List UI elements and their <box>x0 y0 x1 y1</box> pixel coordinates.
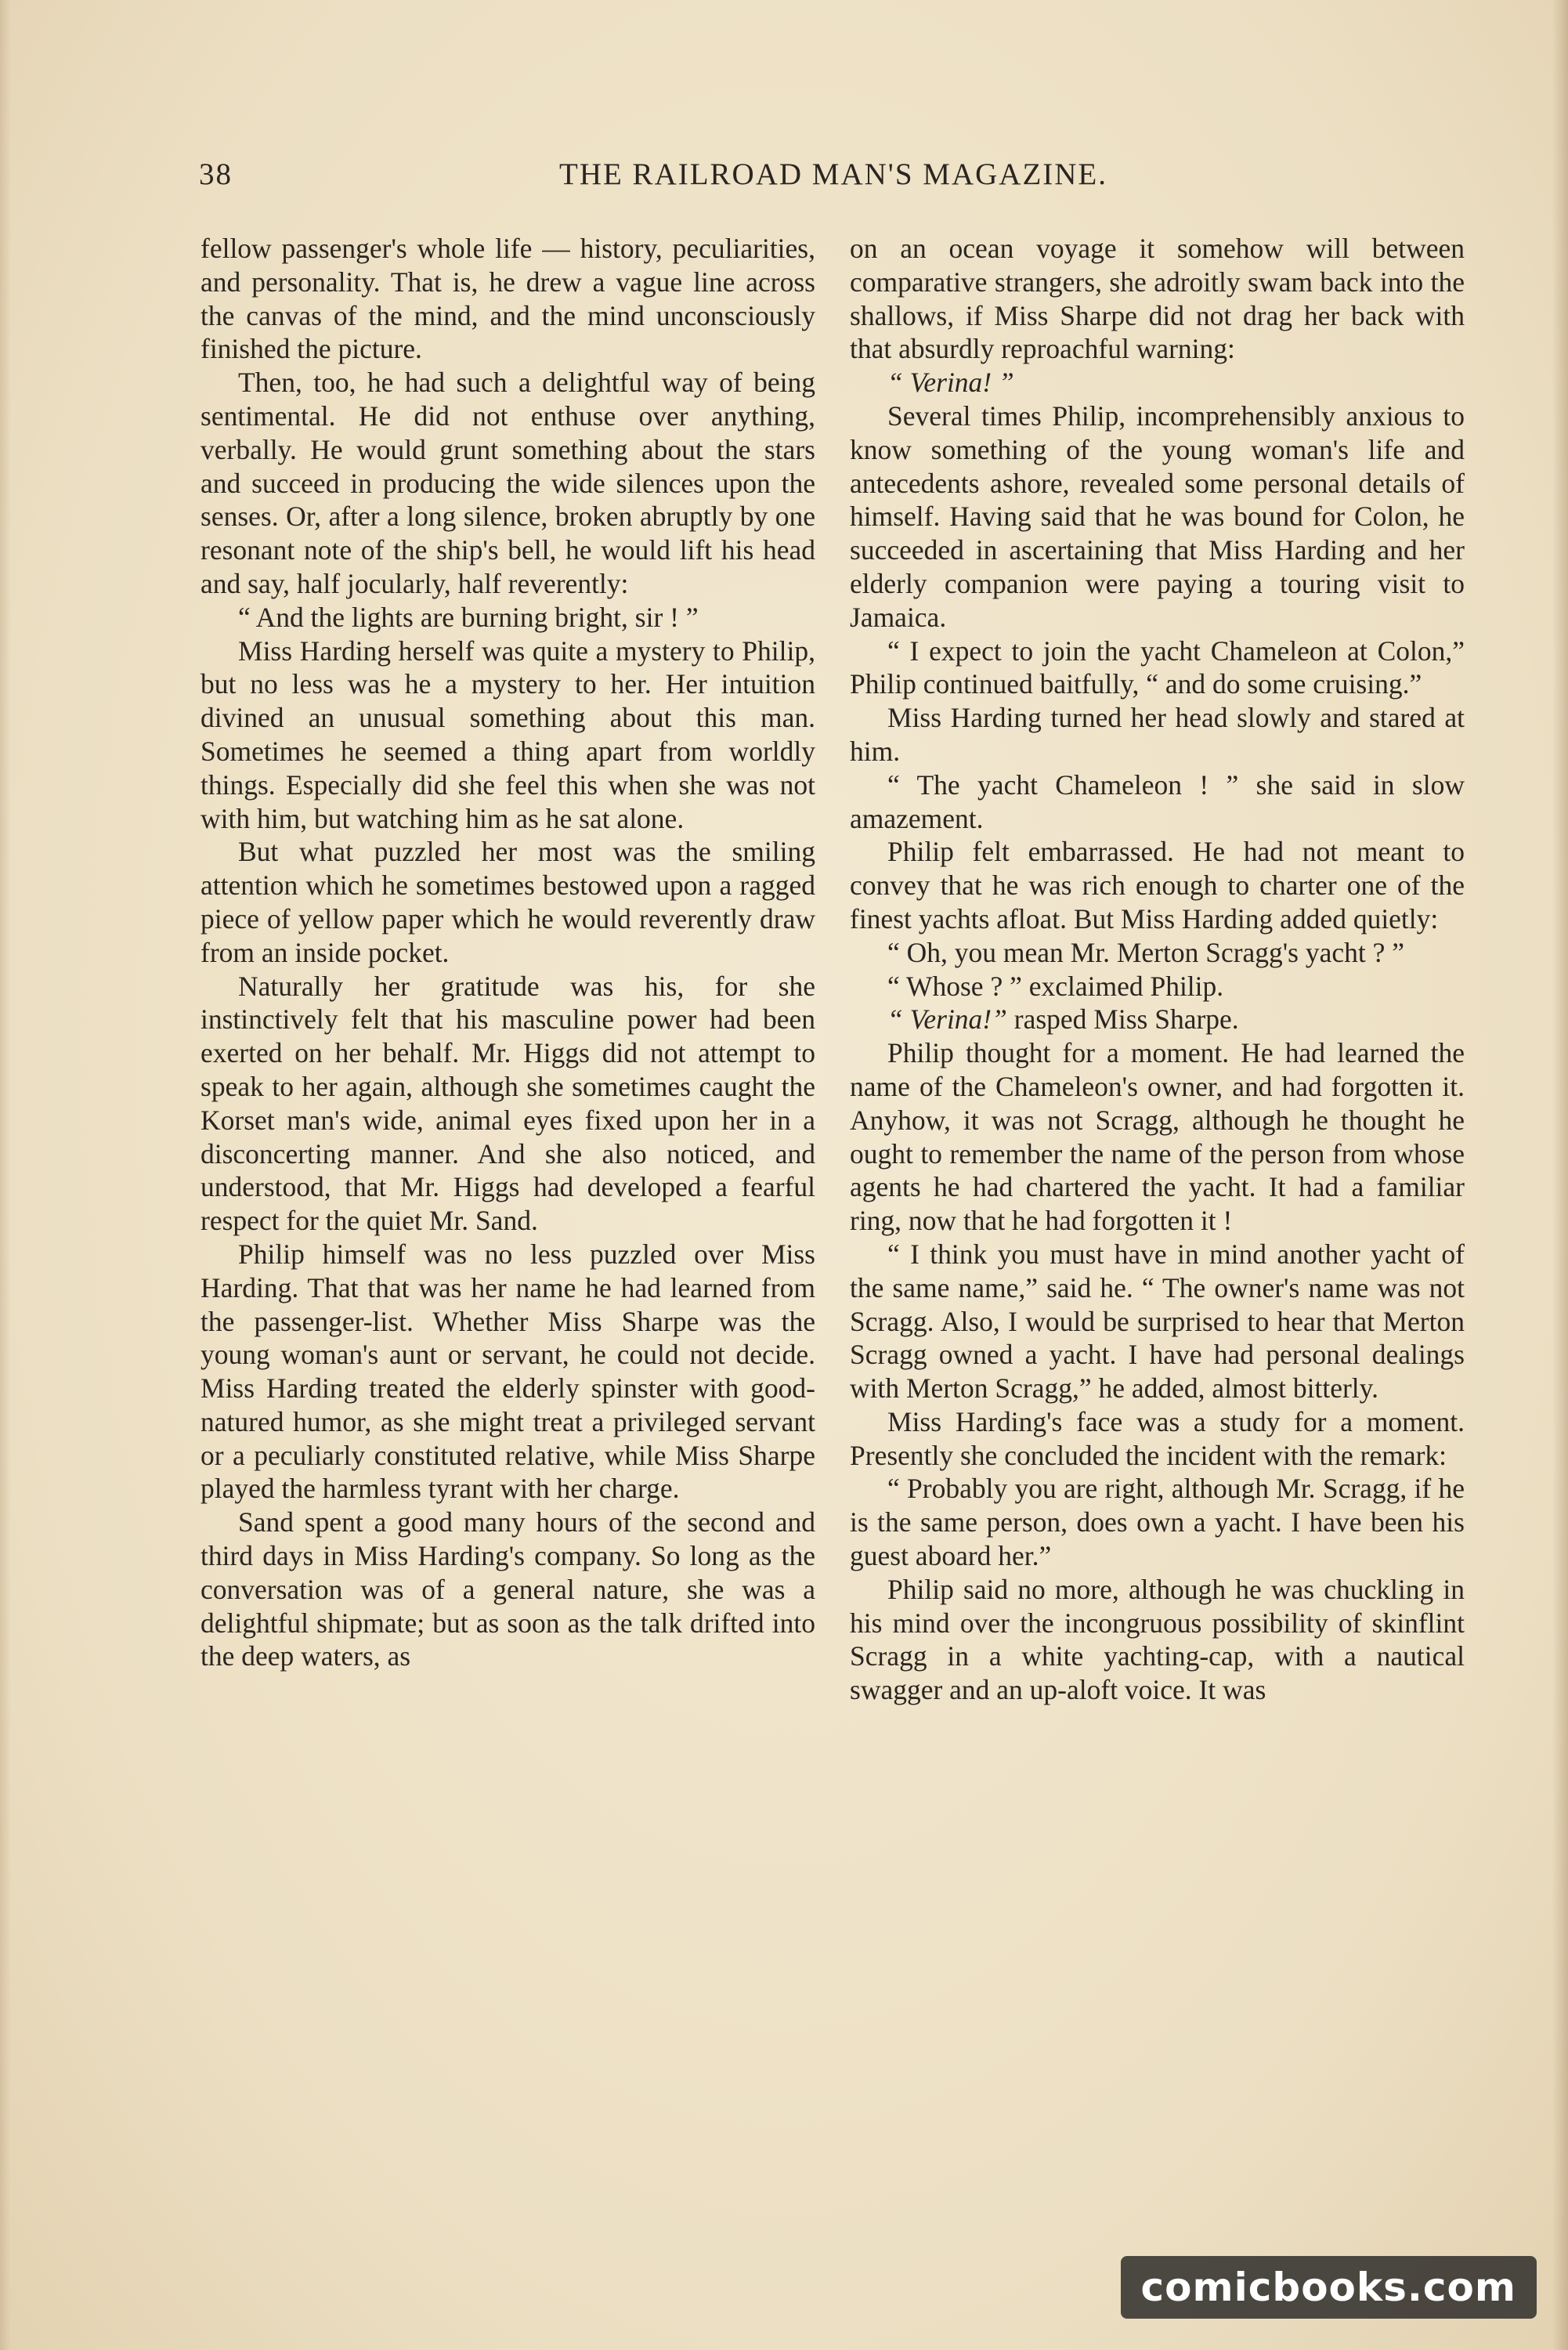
italic-text: “ Verina! ” <box>887 367 1014 399</box>
paragraph: “ Probably you are right, although Mr. Scragg, if he is the same person, does own a yacht. I have been his guest aboard her.” <box>850 1473 1465 1572</box>
page-edge-shadow-left <box>0 0 11 2350</box>
left-text-column <box>201 232 815 1673</box>
paragraph: Naturally her gratitude was his, for she instinctively felt that his masculine power had been exerted on her behalf. Mr. Higgs did not attempt to speak to her again, although she sometimes caught the Korset man's wide, animal eyes fixed upon her in a disconcerting manner. And she also noticed, and understood, that Mr. Higgs had developed a fearful respect for the quiet Mr. Sand. <box>201 970 815 1237</box>
paragraph: “ I expect to join the yacht Chameleon at Colon,” Philip continued baitfully, “ and do some cruising.” <box>850 634 1465 700</box>
paragraph: Several times Philip, incomprehensibly anxious to know something of the young woman's life and antecedents ashore, revealed some personal details of himself. Having said that he was bound for Colon, he succeeded in ascertaining that Miss Harding and her elderly companion were paying a touring visit to Jamaica. <box>850 400 1465 633</box>
watermark-logo: comicbooks.com <box>1121 2256 1537 2319</box>
paragraph: Then, too, he had such a delightful way of being sentimental. He did not enthuse over anything, verbally. He would grunt something about the stars and succeed in producing the wide silences upon the senses. Or, after a long silence, broken abruptly by one resonant note of the ship's bell, he would lift his head and say, half jocularly, half reverently: <box>201 367 815 599</box>
paragraph <box>850 366 1465 400</box>
paragraph: But what puzzled her most was the smiling attention which he sometimes bestowed upon a ragged piece of yellow paper which he would reverently draw from an inside pocket. <box>201 836 815 968</box>
paragraph: Miss Harding's face was a study for a moment. Presently she concluded the incident with the remark: <box>850 1405 1465 1471</box>
page-number: 38 <box>199 157 233 191</box>
paragraph: on an ocean voyage it somehow will between comparative strangers, she adroitly swam back into the shallows, if Miss Sharpe did not drag her back with that absurdly reproachful warning: <box>850 233 1465 365</box>
paragraph: “ I think you must have in mind another yacht of the same name,” said he. “ The owner's name was not Scragg. Also, I would be surprised to hear that Merton Scragg owned a yacht. I have had personal dealings with Merton Scragg,” he added, almost bitterly. <box>850 1238 1465 1405</box>
paragraph-text: rasped Miss Sharpe. <box>1006 1003 1239 1036</box>
paragraph: Philip said no more, although he was chuckling in his mind over the incongruous possibility of skinflint Scragg in a white yachting-cap, with a nautical swagger and an up-aloft voice. It was <box>850 1573 1465 1706</box>
paragraph: Sand spent a good many hours of the second and third days in Miss Harding's company. So long as the conversation was of a general nature, she was a delightful shipmate; but as soon as the talk drifted into the deep waters, as <box>201 1506 815 1672</box>
paragraph: Philip felt embarrassed. He had not meant to convey that he was rich enough to charter one of the finest yachts afloat. But Miss Harding added quietly: <box>850 836 1465 935</box>
italic-text: “ Verina!” <box>887 1003 1007 1036</box>
running-head <box>199 157 1468 204</box>
paragraph: “ The yacht Chameleon ! ” she said in slow amazement. <box>850 768 1465 834</box>
magazine-title: THE RAILROAD MAN'S MAGAZINE. <box>559 157 1107 191</box>
page-edge-shadow-right <box>1552 0 1568 2350</box>
paragraph: “ Oh, you mean Mr. Merton Scragg's yacht ? ” <box>887 936 1405 968</box>
paragraph: Philip himself was no less puzzled over Miss Harding. That that was her name he had learned from the passenger-list. Whether Miss Sharpe was the young woman's aunt or servant, he could not decide. Miss Harding treated the elderly spinster with good-natured humor, as she might treat a privileged servant or a peculiarly constituted relative, while Miss Sharpe played the harmless tyrant with her charge. <box>201 1238 815 1505</box>
paragraph: fellow passenger's whole life — history, peculiarities, and personality. That is, he drew a vague line across the canvas of the mind, and the mind unconsciously finished the picture. <box>201 233 815 365</box>
paragraph: “ Whose ? ” exclaimed Philip. <box>887 970 1224 1002</box>
paragraph: “ And the lights are burning bright, sir ! ” <box>238 601 699 633</box>
paragraph: Philip thought for a moment. He had learned the name of the Chameleon's owner, and had forgotten it. Anyhow, it was not Scragg, although he thought he ought to remember the name of the person from whose agents he had chartered the yacht. It had a familiar ring, now that he had forgotten it ! <box>850 1037 1465 1237</box>
paragraph <box>850 1003 1465 1036</box>
paragraph: Miss Harding herself was quite a mystery to Philip, but no less was he a mystery to her. Her intuition divined an unusual something about this man. Sometimes he seemed a thing apart from worldly things. Especially did she feel this when she was not with him, but watching him as he sat alone. <box>201 634 815 834</box>
paragraph: Miss Harding turned her head slowly and stared at him. <box>850 702 1465 767</box>
right-text-column <box>850 232 1465 1707</box>
